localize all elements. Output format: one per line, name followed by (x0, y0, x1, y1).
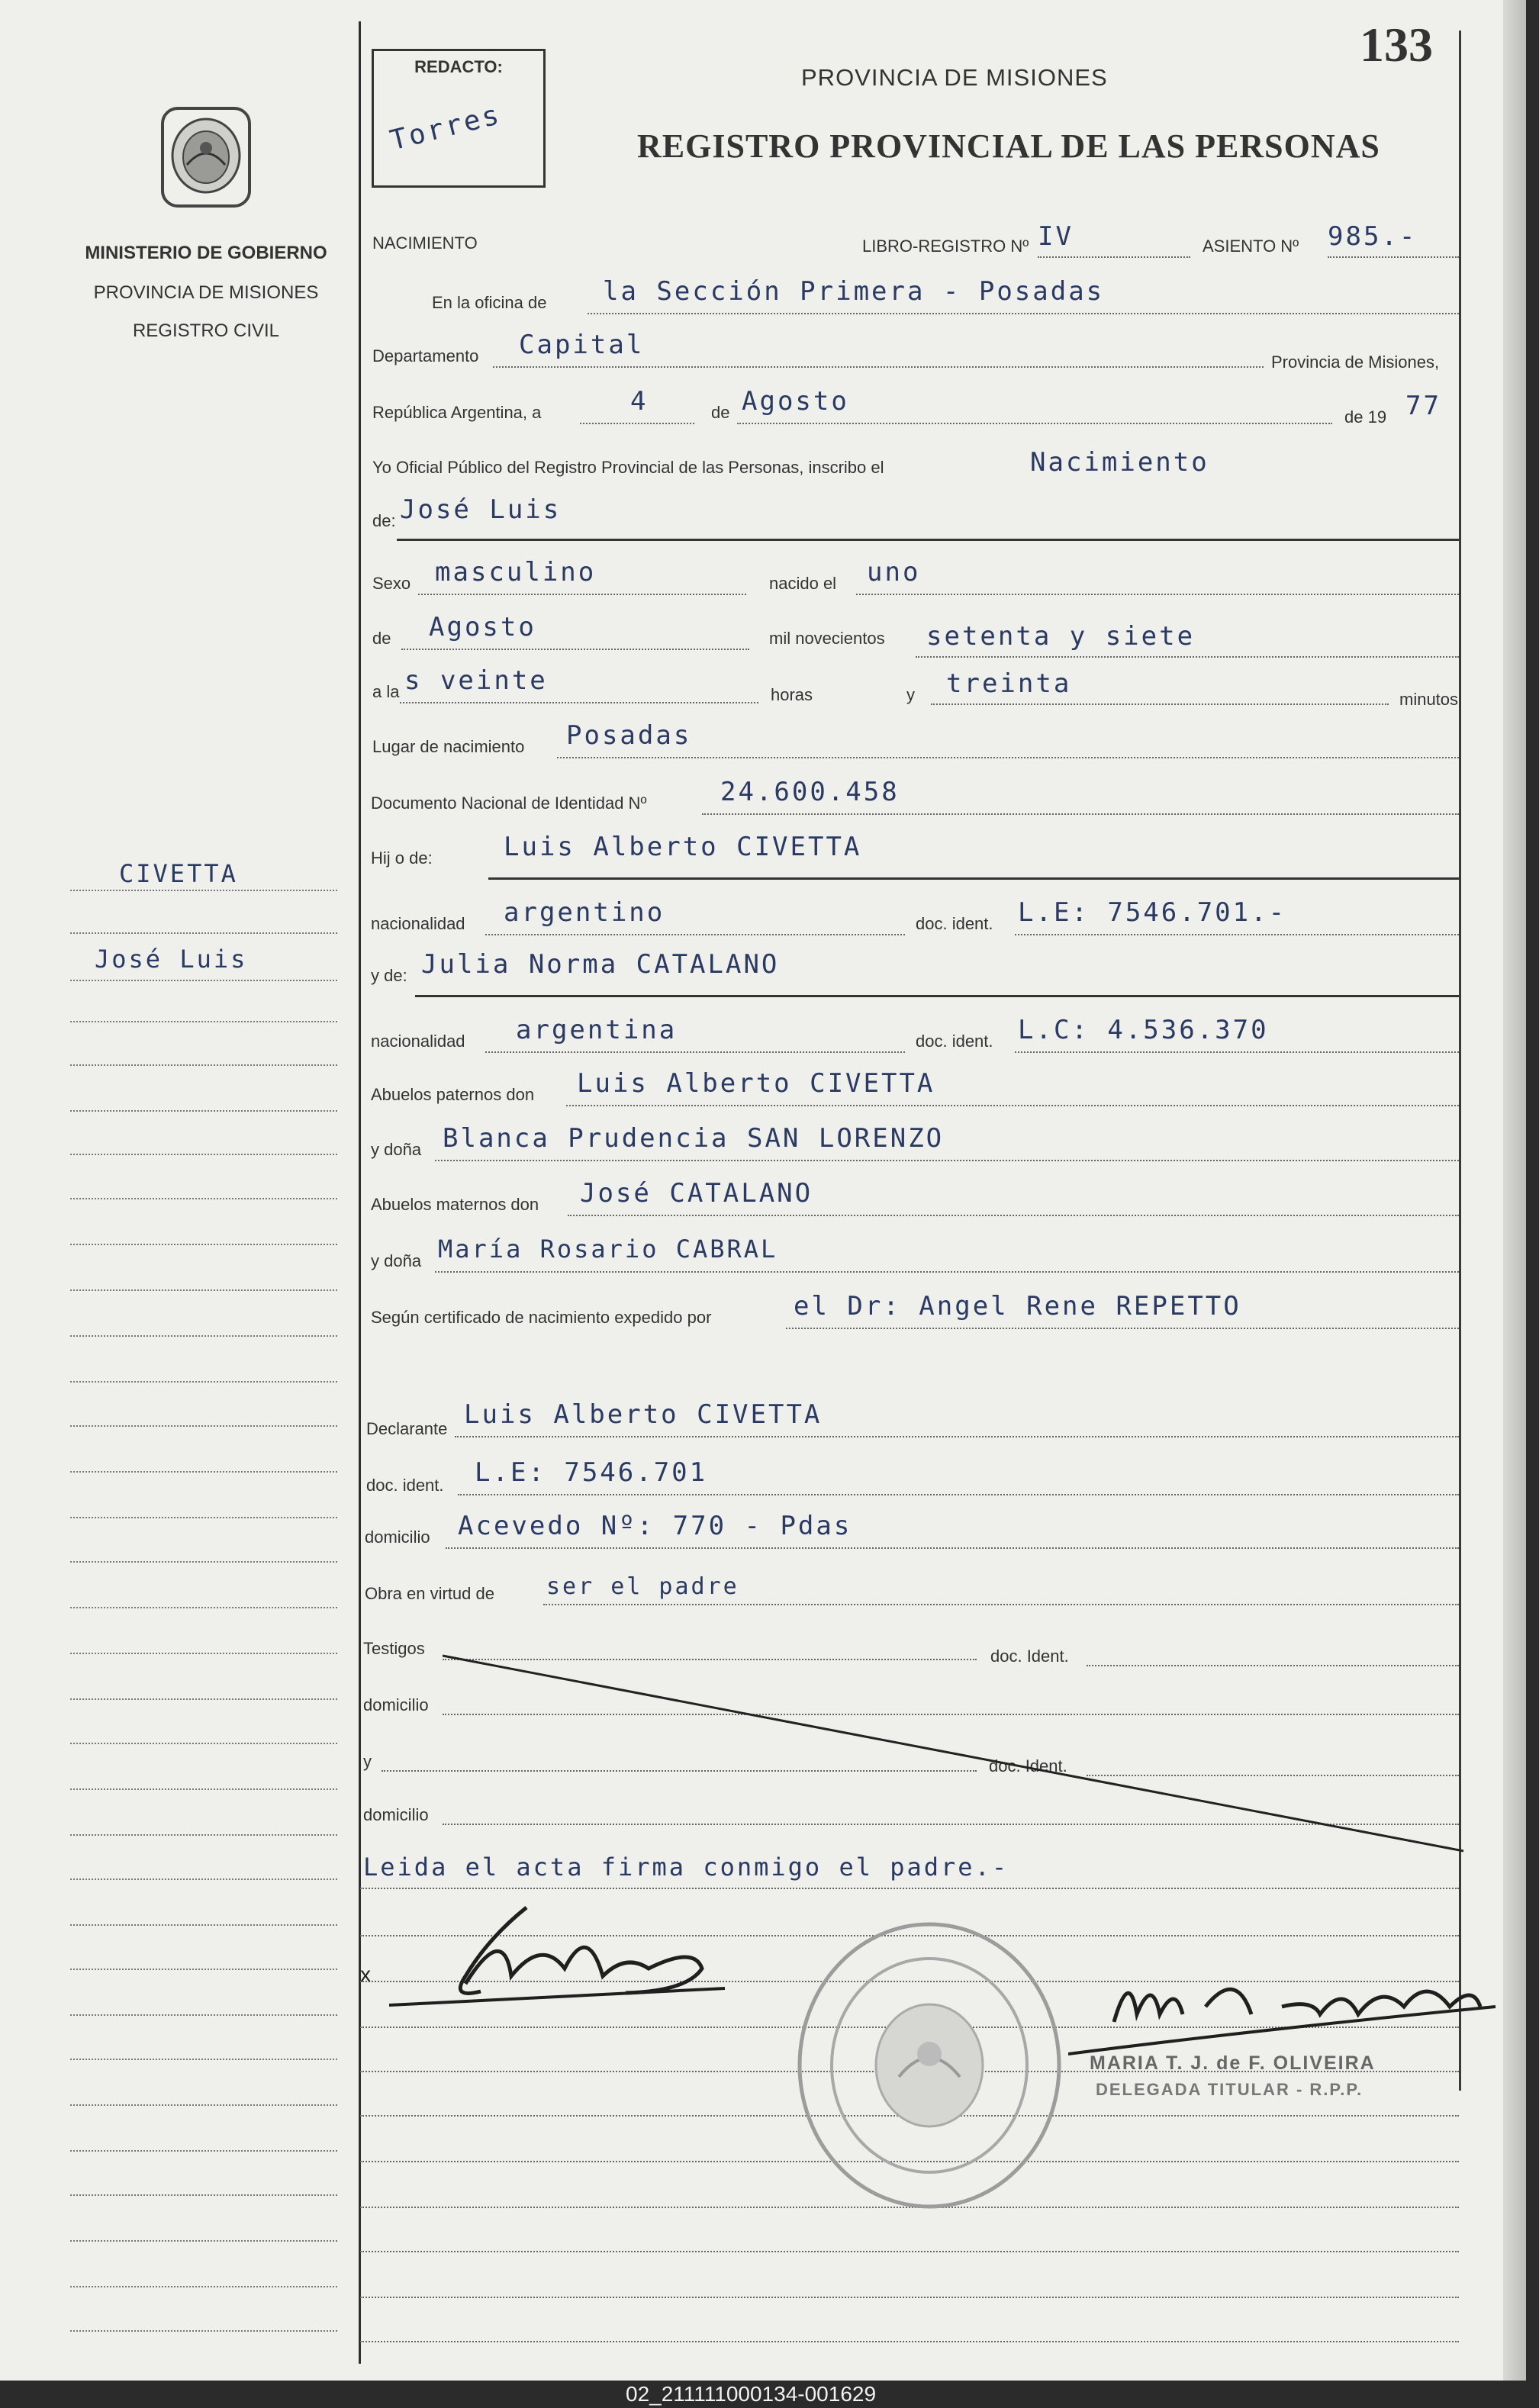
x-mark: x (360, 1962, 371, 1986)
delegada-signature (1068, 1953, 1503, 2060)
abuela-m-line (435, 1271, 1459, 1273)
page-number: 133 (1360, 18, 1433, 72)
hijo-label: Hij o de: (371, 848, 433, 868)
oficina-label: En la oficina de (432, 293, 547, 312)
leida-line (360, 1888, 1459, 1889)
mes-nac-line (401, 649, 749, 650)
mes-line (737, 423, 1332, 424)
anio-value: 77 (1405, 391, 1441, 421)
obra-label: Obra en virtud de (365, 1584, 494, 1603)
declarant-signature (374, 1892, 732, 2014)
declarante-label: Declarante (366, 1419, 448, 1438)
margin-apellido: CIVETTA (119, 859, 238, 888)
margin-line (70, 1381, 337, 1383)
segun-label: Según certificado de nacimiento expedido por (371, 1308, 712, 1327)
doc-madre-value: L.C: 4.536.370 (1018, 1015, 1269, 1045)
padre-underline (488, 877, 1459, 880)
nacido-line (856, 594, 1459, 595)
nac-madre-line (485, 1051, 905, 1053)
nac-padre-value: argentino (504, 897, 665, 928)
asiento-line (1328, 256, 1459, 258)
declarante-value: Luis Alberto CIVETTA (464, 1399, 823, 1430)
obra-line (543, 1604, 1459, 1605)
mil-label: mil novecientos (769, 629, 885, 648)
margin-line (70, 890, 337, 891)
oficina-value: la Sección Primera - Posadas (603, 276, 1105, 307)
margin-line (70, 1834, 337, 1836)
oficina-line (588, 313, 1459, 314)
asiento-value: 985.- (1328, 221, 1418, 252)
margin-line (70, 932, 337, 934)
abuela-p-value: Blanca Prudencia SAN LORENZO (443, 1123, 945, 1154)
doc-ident2-label: doc. Ident. (990, 1647, 1069, 1666)
departamento-value: Capital (519, 330, 645, 360)
margin-line (70, 1607, 337, 1608)
libro-line (1038, 256, 1190, 258)
header-provincia: PROVINCIA DE MISIONES (801, 64, 1108, 91)
abuelo-p-line (566, 1105, 1459, 1106)
margin-line (70, 1653, 337, 1654)
libro-value: IV (1038, 221, 1074, 252)
delegada-title: DELEGADA TITULAR - R.P.P. (1096, 2080, 1364, 2099)
declarante-line (455, 1436, 1459, 1437)
yde-label: y de: (371, 966, 407, 985)
ruled-line (360, 2341, 1459, 2342)
nombre-underline (397, 539, 1459, 541)
domicilio-label: domicilio (365, 1528, 430, 1547)
provincia-suffix: Provincia de Misiones, (1271, 353, 1440, 372)
leida-text: Leida el acta firma conmigo el padre.- (363, 1853, 1009, 1882)
dni-line (702, 813, 1459, 815)
obra-value: ser el padre (546, 1573, 739, 1600)
nac-madre-value: argentina (516, 1015, 678, 1045)
sexo-label: Sexo (372, 574, 411, 593)
nac-padre-line (485, 934, 905, 935)
margin-line (70, 2059, 337, 2060)
official-stamp (792, 1917, 1067, 2214)
y2-label: y (363, 1752, 372, 1771)
domicilio-line (446, 1547, 1459, 1549)
domicilio-value: Acevedo Nº: 770 - Pdas (458, 1511, 852, 1541)
ruled-line (360, 2251, 1459, 2252)
minutos-line (931, 703, 1389, 705)
minutos-value: treinta (946, 668, 1072, 699)
dni-value: 24.600.458 (720, 777, 900, 807)
margin-line (70, 1969, 337, 1970)
margin-line (70, 1244, 337, 1245)
margin-nombre: José Luis (95, 945, 248, 974)
testigos-strike-line (443, 1640, 1465, 1854)
margin-line (70, 1064, 337, 1066)
abuelos-m-label: Abuelos maternos don (371, 1195, 539, 1214)
margin-line (70, 1154, 337, 1155)
doc-ident3-label: doc. Ident. (989, 1756, 1067, 1775)
margin-line (70, 1021, 337, 1022)
margin-line (70, 1924, 337, 1926)
margin-line (70, 1425, 337, 1427)
ydona2-label: y doña (371, 1251, 422, 1270)
footer-bar (0, 2381, 1539, 2408)
doc-padre-line (1015, 934, 1459, 935)
domicilio3-label: domicilio (363, 1805, 429, 1824)
testigos-label: Testigos (363, 1639, 425, 1658)
abuela-m-value: María Rosario CABRAL (438, 1235, 778, 1264)
de-nombre-label: de: (372, 511, 396, 530)
nombre-value: José Luis (400, 494, 562, 525)
lugar-value: Posadas (566, 720, 692, 751)
abuelos-p-label: Abuelos paternos don (371, 1085, 535, 1104)
de-label: de (711, 403, 730, 422)
page-edge (1503, 0, 1526, 2381)
margin-rule (359, 21, 361, 2364)
departamento-label: Departamento (372, 346, 479, 365)
madre-value: Julia Norma CATALANO (421, 949, 780, 980)
margin-line (70, 2104, 337, 2106)
header-title: REGISTRO PROVINCIAL DE LAS PERSONAS (637, 127, 1380, 165)
provincia-label: PROVINCIA DE MISIONES (93, 282, 319, 303)
departamento-line (493, 366, 1264, 368)
registro-civil-label: REGISTRO CIVIL (132, 320, 280, 341)
abuela-p-line (435, 1160, 1459, 1161)
redacto-value: Torres (387, 98, 504, 157)
republica-label: República Argentina, a (372, 403, 542, 422)
margin-line (70, 1561, 337, 1563)
mes-value: Agosto (742, 386, 849, 417)
margin-line (70, 980, 337, 981)
segun-value: el Dr: Angel Rene REPETTO (794, 1291, 1241, 1322)
margin-line (70, 2014, 337, 2016)
domicilio2-label: domicilio (363, 1695, 429, 1714)
abuelo-m-line (568, 1215, 1459, 1216)
anio-nac-line (916, 656, 1459, 658)
segun-line (786, 1328, 1459, 1329)
margin-line (70, 2330, 337, 2332)
madre-underline (415, 995, 1459, 997)
ruled-line (360, 2297, 1459, 2298)
libro-label: LIBRO-REGISTRO Nº (862, 237, 1029, 256)
sexo-value: masculino (435, 557, 597, 588)
margin-line (70, 2150, 337, 2152)
doc-madre-line (1015, 1051, 1459, 1053)
inscribo-value: Nacimiento (1030, 447, 1209, 478)
ministerio-label: MINISTERIO DE GOBIERNO (85, 243, 327, 263)
doc-madre-label: doc. ident. (916, 1032, 993, 1051)
de-anio-label: de 19 (1344, 407, 1387, 427)
lugar-label: Lugar de nacimiento (372, 737, 525, 756)
doc-padre-label: doc. ident. (916, 914, 993, 933)
abuelo-p-value: Luis Alberto CIVETTA (577, 1068, 935, 1099)
y-label: y (906, 685, 915, 704)
anio-nac-value: setenta y siete (926, 621, 1196, 652)
margin-line (70, 1198, 337, 1199)
nacido-label: nacido el (769, 574, 837, 593)
nacionalidad2-label: nacionalidad (371, 1032, 465, 1051)
sexo-line (418, 594, 746, 595)
nacimiento-label: NACIMIENTO (372, 233, 478, 253)
dia-line (580, 423, 694, 424)
redacto-label: REDACTO: (414, 57, 503, 76)
margin-line (70, 2240, 337, 2242)
margin-line (70, 1743, 337, 1744)
margin-line (70, 1878, 337, 1880)
asiento-label: ASIENTO Nº (1203, 237, 1299, 256)
margin-line (70, 2286, 337, 2287)
margin-line (70, 1471, 337, 1473)
abuelo-m-value: José CATALANO (580, 1178, 813, 1209)
margin-line (70, 1698, 337, 1700)
de2-label: de (372, 629, 391, 648)
margin-line (70, 1517, 337, 1518)
dia-value: 4 (630, 386, 649, 417)
delegada-name: MARIA T. J. de F. OLIVEIRA (1090, 2052, 1376, 2074)
footer-code: 02_211111000134-001629 (626, 2382, 877, 2406)
ydona-label: y doña (371, 1140, 422, 1159)
dni-label: Documento Nacional de Identidad Nº (371, 794, 647, 813)
horas-label: horas (771, 685, 813, 704)
doc-ident-label: doc. ident. (366, 1476, 444, 1495)
coat-of-arms-seal (156, 104, 256, 211)
doc-padre-value: L.E: 7546.701.- (1018, 897, 1287, 928)
yo-oficial-label: Yo Oficial Público del Registro Provincial de las Personas, inscribo el (372, 458, 884, 477)
nacido-value: uno (867, 557, 921, 588)
lugar-line (557, 757, 1459, 758)
margin-line (70, 1289, 337, 1291)
alas-label: a la (372, 682, 400, 701)
doc-decl-value: L.E: 7546.701 (475, 1457, 708, 1488)
nacionalidad-label: nacionalidad (371, 914, 465, 933)
margin-line (70, 2194, 337, 2196)
mes-nac-value: Agosto (429, 612, 536, 642)
margin-line (70, 1110, 337, 1112)
doc-decl-line (458, 1494, 1459, 1495)
horas-value: s veinte (404, 665, 548, 696)
redacto-box (372, 49, 546, 188)
margin-line (70, 1788, 337, 1790)
padre-value: Luis Alberto CIVETTA (504, 832, 862, 862)
horas-line (400, 702, 758, 703)
margin-line (70, 1335, 337, 1337)
minutos-label: minutos (1399, 690, 1459, 709)
